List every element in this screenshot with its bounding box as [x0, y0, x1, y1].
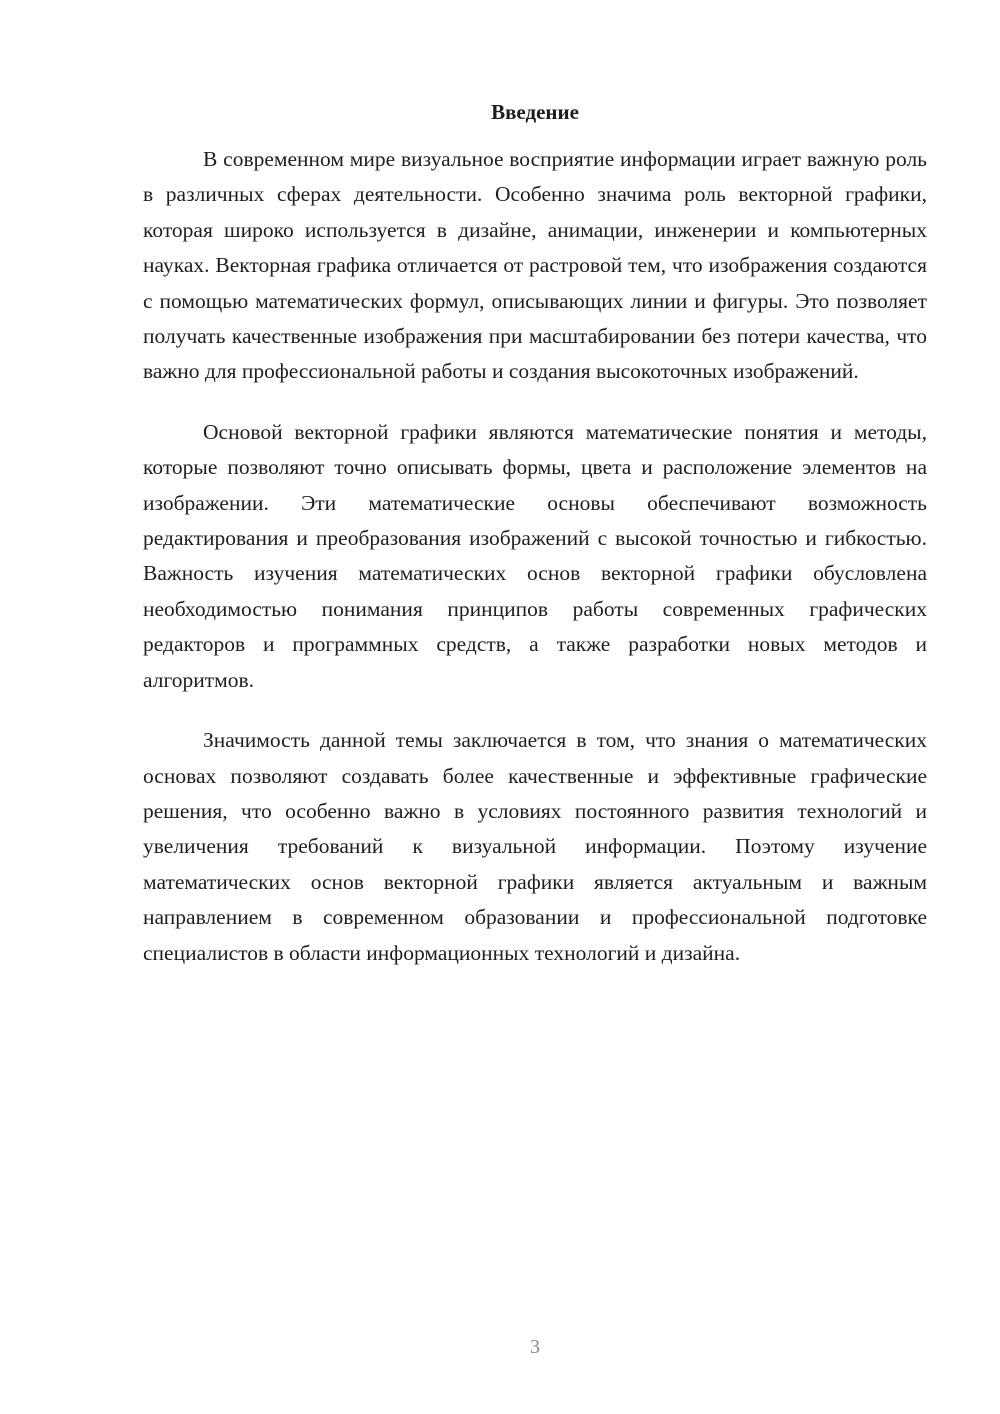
document-body — [143, 142, 927, 996]
section-title: Введение — [491, 100, 579, 124]
paragraph-3: Значимость данной темы заключается в том, что знания о математических основах позволяют создавать более качественные и эффективные графические решения, что особенно важно в условиях постоянного развития технологий и увеличения требований к визуальной информации. Поэтому изучение математических основ векторной графики является актуальным и важным направлением в современном образовании и профессиональной подготовке специалистов в области информационных технологий и дизайна. — [143, 728, 927, 965]
page-number: 3 — [530, 1336, 540, 1358]
paragraph-1: В современном мире визуальное восприятие информации играет важную роль в различных сферах деятельности. Особенно значима роль векторной графики, которая широко используется в дизайне, анимации, инженерии и компьютерных науках. Векторная графика отличается от растровой тем, что изображения создаются с помощью математических формул, описывающих линии и фигуры. Это позволяет получать качественные изображения при масштабировании без потери качества, что важно для профессиональной работы и создания высокоточных изображений. — [143, 147, 927, 384]
paragraph-2: Основой векторной графики являются математические понятия и методы, которые позволяют точно описывать формы, цвета и расположение элементов на изображении. Эти математические основы обеспечивают возможность редактирования и преобразования изображений с высокой точностью и гибкостью. Важность изучения математических основ векторной графики обусловлена необходимостью понимания принципов работы современных графических редакторов и программных средств, а также разработки новых методов и алгоритмов. — [143, 419, 927, 692]
